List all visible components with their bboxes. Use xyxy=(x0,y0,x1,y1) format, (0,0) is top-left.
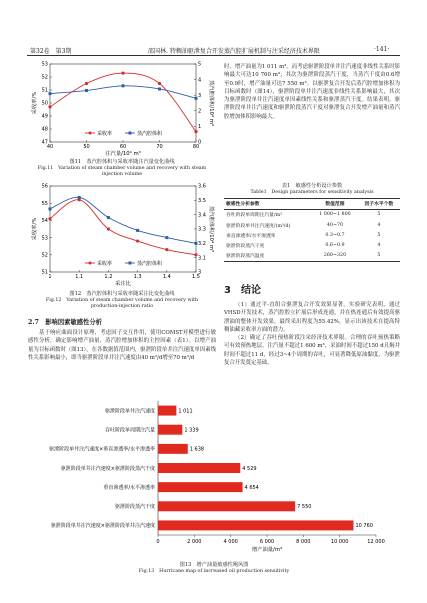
table-cell: 5 xyxy=(377,232,381,238)
y-left-tick-label: 53 xyxy=(41,61,48,68)
y-right-tick-label: 1 xyxy=(198,124,202,131)
table-cell: 驱泄阶段蒸汽干度 xyxy=(226,243,265,249)
table-cell: 驱泄阶段蒸汽温度 xyxy=(226,254,265,260)
table-cell: 5 xyxy=(377,253,381,259)
data-point xyxy=(48,217,51,220)
data-point xyxy=(85,82,88,85)
fig12-caption: 图12 蒸汽腔体积与采收率随采注比变化曲线 xyxy=(69,291,175,297)
data-point xyxy=(136,239,139,242)
table1-header: 因子水平个数 xyxy=(364,201,394,208)
y-right-tick-label: 3.5 xyxy=(198,198,206,205)
data-point xyxy=(121,72,124,75)
x-tick-label: 1.2 xyxy=(104,274,113,280)
conclusion-1: （1）通过平-直组合驱泄复合开发效果显著。实验研究表明，通过VHSD开发技术，蒸汽腔腔立扩展后形成连通，并在热连通后有效提高驱泄油的整体开发效果，最终采出程度为55.42%，显示出该技术在提高特稠油藏采收率方面的潜力。 xyxy=(224,302,400,333)
y-left-axis-label: 采收率/% xyxy=(32,91,38,115)
bar-value-label: 4 654 xyxy=(244,484,259,491)
category-label: 驱泄阶段蒸汽干度 xyxy=(114,504,155,511)
y-left-tick-label: 53 xyxy=(41,235,48,242)
table1 xyxy=(224,198,400,262)
page-number: ·141· xyxy=(374,46,390,53)
legend-marker xyxy=(129,262,132,265)
table-cell: 驱泄阶段单井注汽速度/(m³/d) xyxy=(226,223,291,229)
data-point xyxy=(194,253,197,256)
x-tick-label: 40 xyxy=(46,144,54,150)
legend-marker xyxy=(89,132,92,135)
bar-value-label: 1 339 xyxy=(184,427,199,434)
data-point xyxy=(136,229,139,232)
legend-marker xyxy=(129,132,132,135)
data-point xyxy=(78,196,81,199)
right-paragraph-1: 时，增产油量为1 011 m³。而考虑驱泄阶段单井注汽速度非线性关系时影响最大可达10 760 m³；其次为驱泄阶段蒸汽干度，当蒸汽干度由0.6增至0.9时，增产油量可达7 550 m³。以驱泄复合开发后蒸汽腔增加体积为目标函数时（图14），驱泄阶段单井注汽速度非线性关系影响最大，其次为驱泄阶段单井注汽速度单因素线性关系和驱泄蒸汽干度。结果表明，驱泄阶段单井注汽速度和驱泄阶段蒸汽干度对驱泄复合开发增产油量和蒸汽腔增加体积影响最大。 xyxy=(224,64,400,120)
data-point xyxy=(165,236,168,239)
y-right-tick-label: 3.2 xyxy=(198,241,206,248)
table-row xyxy=(224,240,400,250)
table-row xyxy=(224,220,400,230)
y-right-tick-label: 3.6 xyxy=(198,183,206,190)
data-point xyxy=(165,248,168,251)
fig12-caption-en: Fig.12 Variation of steam chamber volume and recovery with production-injection ratio xyxy=(45,298,199,309)
table-cell: 4 xyxy=(377,242,381,248)
x-tick-label: 8 000 xyxy=(296,539,311,545)
table1-title: 表1 敏感性分析设计参数 xyxy=(281,183,343,189)
fig13-caption: 图13 增产油量敏感性飓风图 xyxy=(179,562,249,568)
table1-header: 数值范围 xyxy=(325,201,345,208)
category-label: 驱泄阶段单井注汽速度×垂直渗透率/水平渗透率 xyxy=(49,446,155,453)
x-tick-label: 1.5 xyxy=(192,274,200,280)
data-point xyxy=(107,216,110,219)
journal-issue: 第32卷 第3期 xyxy=(30,48,72,55)
data-point xyxy=(107,227,110,230)
data-point xyxy=(158,87,161,90)
y-right-tick-label: 4 xyxy=(198,77,202,84)
table-cell: 1 000~1 800 xyxy=(319,212,351,218)
y-left-tick-label: 52 xyxy=(41,74,48,81)
y-left-tick-label: 51 xyxy=(41,87,48,94)
table1-header: 敏感性分析参数 xyxy=(226,201,260,208)
x-tick-label: 1.4 xyxy=(162,274,171,280)
x-tick-label: 1.3 xyxy=(133,274,142,280)
y-right-tick-label: 3 xyxy=(198,269,202,276)
table-cell: 0.3~0.7 xyxy=(325,232,345,238)
section-2-7-paragraph: 基于响应曲面设计原理，考虑因子交互作用，使用COMST对模型进行敏感性分析，确定影响增产油量、蒸汽腔增加体积的主控因素（表1）。以增产油量为目标函数时（图13），在各数据值范围内，驱泄阶段单井注汽速度单因素线性关系影响最小，即当驱泄阶段单井注汽速度由40 m³/d增至70 m³/d xyxy=(28,330,216,361)
y-left-tick-label: 52 xyxy=(41,252,48,259)
table-cell: 5 xyxy=(377,212,381,218)
x-tick-label: 1.1 xyxy=(75,274,84,280)
y-right-tick-label: 3 xyxy=(198,92,202,99)
data-point xyxy=(158,82,161,85)
bar xyxy=(158,482,243,492)
x-tick-label: 60 xyxy=(119,144,127,150)
y-right-axis-label: 蒸汽腔体积/10⁴ m³ xyxy=(208,79,214,127)
category-label: 驱泄阶段单井注汽速度×驱泄阶段蒸汽干度 xyxy=(60,465,155,472)
category-label: 吞吐阶段单周期注汽量 xyxy=(104,427,155,434)
category-label: 垂直渗透率/水平渗透率 xyxy=(103,484,155,491)
bar-value-label: 4 529 xyxy=(242,465,257,472)
table-cell: 260~320 xyxy=(323,253,347,259)
y-left-tick-label: 49 xyxy=(41,113,48,120)
bar-value-label: 10 760 xyxy=(355,523,373,530)
section-3-heading: 3 结论 xyxy=(224,285,261,296)
series-line xyxy=(50,200,196,255)
table-row xyxy=(224,230,400,240)
bar-value-label: 1 638 xyxy=(189,446,205,453)
bar xyxy=(158,520,353,530)
category-label: 驱泄阶段单井注汽速度 xyxy=(104,408,155,415)
data-point xyxy=(195,97,198,100)
data-point xyxy=(194,130,197,133)
bar xyxy=(158,501,295,511)
data-point xyxy=(48,105,51,108)
y-right-tick-label: 0 xyxy=(198,139,202,146)
data-point xyxy=(85,89,88,92)
data-point xyxy=(49,207,52,210)
legend-label: 蒸汽腔体积 xyxy=(137,260,163,267)
x-axis-label: 增产油量/m³ xyxy=(251,547,283,553)
legend-marker xyxy=(89,262,92,265)
x-tick-label: 70 xyxy=(156,144,163,150)
y-right-tick-label: 3.1 xyxy=(198,255,206,262)
running-title: 邵国林. 特稠油驱泄复合开发蒸汽腔扩展机制与注采经济技术界限 xyxy=(148,48,320,55)
y-left-tick-label: 51 xyxy=(41,269,48,276)
y-left-axis-label: 采收率/% xyxy=(32,217,38,241)
x-tick-label: 0 xyxy=(156,539,160,545)
y-right-tick-label: 2 xyxy=(198,108,202,115)
plot-frame xyxy=(50,186,196,272)
y-right-axis-label: 蒸汽腔体积/10⁴ m³ xyxy=(208,205,214,253)
bar xyxy=(158,444,188,454)
section-2-7-heading: 2.7 影响因素敏感性分析 xyxy=(28,319,102,326)
y-left-tick-label: 47 xyxy=(41,139,48,146)
header-rule xyxy=(27,55,400,56)
fig13-chart xyxy=(28,395,400,561)
x-tick-label: 4 000 xyxy=(223,539,238,545)
table-row xyxy=(224,209,400,220)
x-axis-label: 采注比 xyxy=(115,281,131,287)
table1-title-en: Table1 Design parameters for sensitivity analysis xyxy=(250,189,374,195)
x-tick-label: 50 xyxy=(83,144,90,150)
bar xyxy=(158,463,240,473)
plot-frame xyxy=(50,64,196,142)
data-point xyxy=(49,92,52,95)
table-cell: 4 xyxy=(377,222,381,228)
fig11-caption-en: Fig.11 Variation of steam chamber volume and recovery with steam injection volume xyxy=(37,166,207,177)
table-cell: 0.6~0.9 xyxy=(325,242,345,248)
x-tick-label: 6 000 xyxy=(259,539,275,545)
table-cell: 垂直渗透率/水平渗透率 xyxy=(226,233,276,239)
table-cell: 40~70 xyxy=(326,222,344,228)
y-left-tick-label: 48 xyxy=(41,126,48,133)
fig11-chart xyxy=(28,60,216,160)
fig12-chart xyxy=(28,182,216,290)
y-right-tick-label: 5 xyxy=(198,61,202,68)
conclusion-2: （2）确定了吞吐预热阶段注采经济技术界限。合理的吞吐预热策略可有效预热地层，注汽量不超过1 600 m³，采油时间不超过150 d且焖井时间不超过11 d，经过3~4个周期的吞吐，可显著降低原油黏度，为驱泄复合开发奠定基础。 xyxy=(224,335,400,367)
data-point xyxy=(122,84,125,87)
data-point xyxy=(195,242,198,245)
y-right-tick-label: 3.3 xyxy=(198,226,206,233)
legend-label: 采收率 xyxy=(97,130,113,137)
y-left-tick-label: 55 xyxy=(41,200,48,207)
series-line xyxy=(50,73,196,132)
x-axis-label: 注汽量/10⁴ m³ xyxy=(105,151,141,157)
legend-label: 采收率 xyxy=(97,260,113,267)
x-tick-label: 12 000 xyxy=(367,539,385,545)
x-tick-label: 10 000 xyxy=(330,539,349,545)
x-tick-label: 80 xyxy=(192,144,200,150)
category-label: 驱泄阶段单井注汽速度×驱泄阶段单井注汽速度 xyxy=(50,523,155,530)
y-left-tick-label: 50 xyxy=(41,100,48,107)
fig13-caption-en: Fig.13 Hurricane map of increased oil production sensitivity xyxy=(138,569,290,574)
x-tick-label: 2 000 xyxy=(187,539,202,545)
bar-value-label: 1 011 xyxy=(178,408,193,415)
table-row xyxy=(224,251,400,262)
series-line xyxy=(50,86,196,99)
table-cell: 吞吐阶段单周期注汽量/m³ xyxy=(226,213,283,219)
bar-value-label: 7 550 xyxy=(297,504,312,511)
legend-label: 蒸汽腔体积 xyxy=(137,130,163,137)
fig11-caption: 图11 蒸汽腔体积与采收率随注汽量变化曲线 xyxy=(69,159,175,165)
bar xyxy=(158,425,182,435)
y-left-tick-label: 56 xyxy=(41,183,48,190)
y-left-tick-label: 54 xyxy=(41,218,48,225)
bar xyxy=(158,406,176,416)
x-tick-label: 1 xyxy=(48,274,52,280)
y-right-tick-label: 3.4 xyxy=(198,212,206,219)
